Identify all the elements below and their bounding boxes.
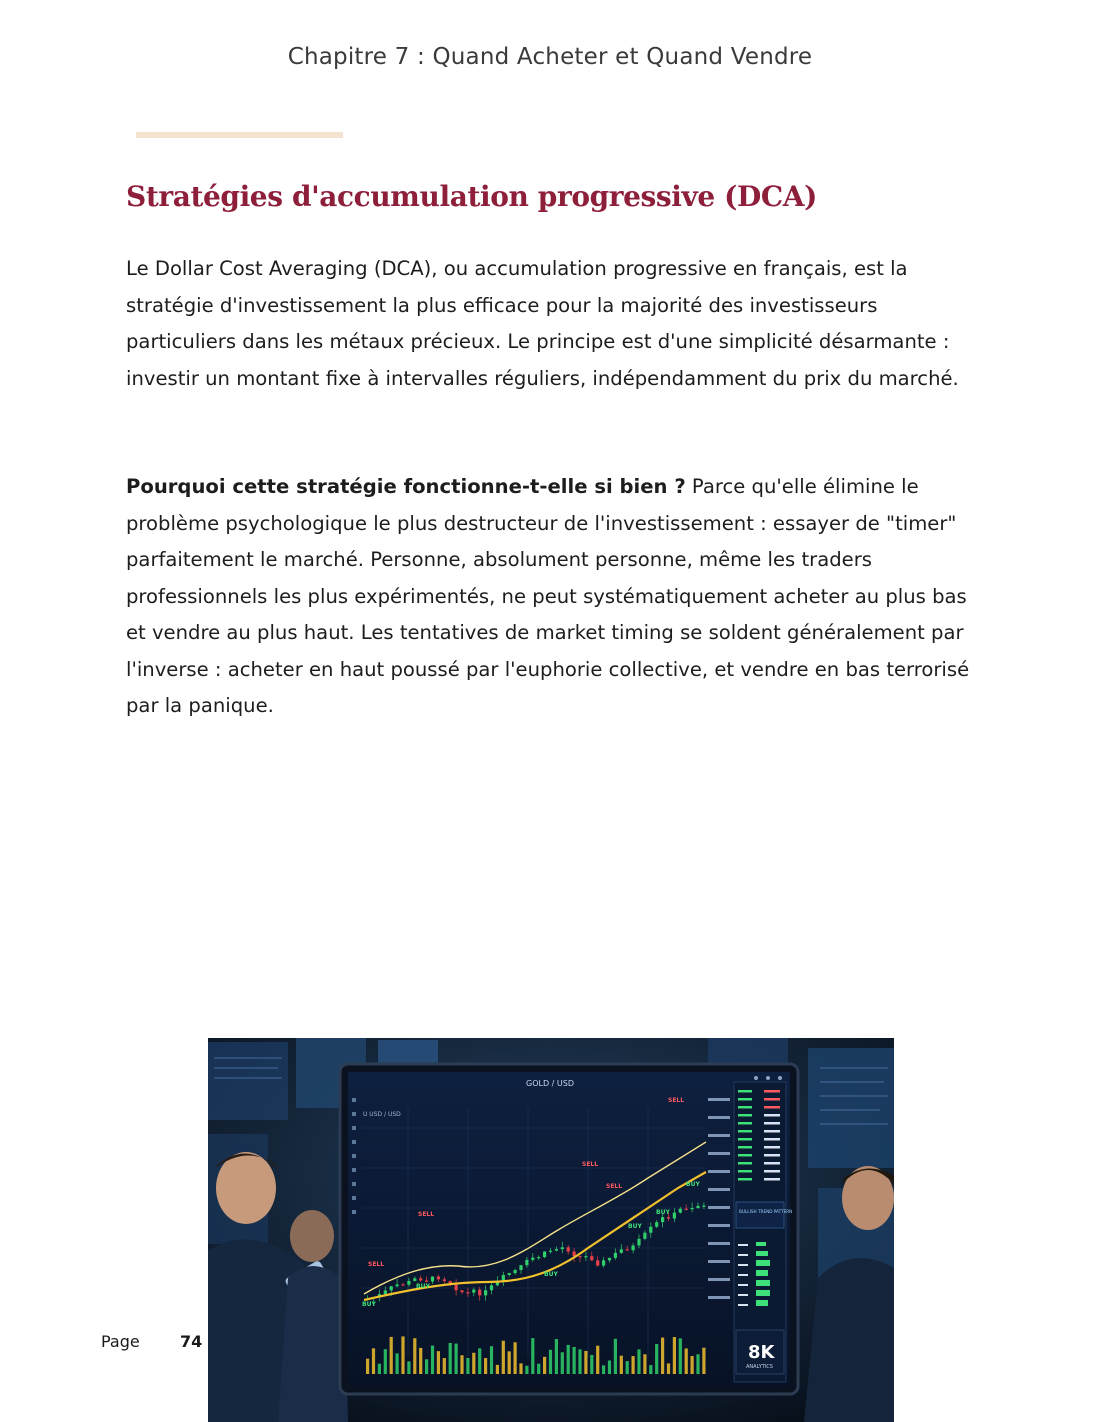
candle-body [396,1284,399,1286]
paragraph-why-lead: Pourquoi cette stratégie fonctionne-t-elle si bien ? [126,475,686,498]
signal-sell-5: SELL [668,1097,685,1104]
volume-bar [637,1349,640,1374]
candle-body [555,1249,558,1251]
candle-body [632,1245,635,1250]
candle-body [484,1290,487,1295]
volume-bar [596,1346,599,1374]
volume-bar [525,1366,528,1374]
candle-body [590,1256,593,1260]
candle-body [661,1217,664,1222]
volume-bar [696,1354,699,1374]
candle-body [502,1275,505,1281]
chapter-header: Chapitre 7 : Quand Acheter et Quand Vendre [287,44,813,70]
candle-body [567,1247,570,1251]
candle-body [626,1249,629,1250]
volume-bar [573,1347,576,1374]
volume-bar [537,1364,540,1374]
volume-bar [478,1348,481,1374]
candle-body [472,1290,475,1293]
volume-bar [602,1365,605,1374]
signal-buy-5: BUY [656,1209,670,1216]
candle-body [531,1258,534,1260]
volume-bar [685,1348,688,1374]
candle-body [696,1206,699,1208]
volume-bar [555,1339,558,1374]
volume-bar [502,1341,505,1374]
candle-body [413,1278,416,1281]
volume-bar [584,1351,587,1374]
candle-body [537,1257,540,1258]
paragraph-why-body: Parce qu'elle élimine le problème psychologique le plus destructeur de l'investissement : essayer de "timer" parfaitement le marché. Personne, absolument personne, même les traders professionnels les plus expérimentés, ne peut systématiquement acheter au plus bas et vendre au plus haut. Les tentatives de market timing se soldent généralement par l'inverse : acheter en haut poussé par l'euphorie collective, et vendre en bas terrorisé par la panique. [126,475,970,717]
candle-body [685,1209,688,1210]
candle-body [673,1213,676,1219]
volume-bar [390,1337,393,1374]
candle-body [561,1247,564,1249]
candle-body [679,1209,682,1213]
signal-buy-1: BUY [362,1301,376,1308]
candle-body [608,1258,611,1260]
volume-bar [590,1355,593,1374]
volume-bar [460,1355,463,1374]
signal-sell-2: SELL [418,1211,435,1218]
volume-bar [531,1338,534,1374]
candle-body [691,1208,694,1209]
candle-body [602,1260,605,1265]
volume-bar [667,1363,670,1374]
volume-bar [673,1337,676,1374]
volume-bar [608,1360,611,1374]
volume-bar [661,1338,664,1374]
accent-divider [136,132,343,138]
volume-bar [702,1348,705,1374]
candle-body [643,1233,646,1239]
volume-bar [419,1348,422,1374]
candle-body [390,1286,393,1290]
volume-bar [643,1354,646,1374]
volume-bar [679,1338,682,1374]
signal-buy-3: BUY [544,1271,558,1278]
volume-bar [455,1344,458,1374]
candle-body [478,1290,481,1296]
volume-bar [578,1349,581,1374]
volume-bar [431,1346,434,1374]
candle-body [437,1277,440,1280]
candle-body [431,1277,434,1282]
volume-bar [372,1348,375,1374]
candle-body [466,1292,469,1293]
section-title: Stratégies d'accumulation progressive (DCA) [126,180,817,213]
candle-body [649,1227,652,1233]
volume-bar [519,1363,522,1374]
main-monitor [340,1064,798,1394]
candle-body [508,1273,511,1275]
volume-bar [472,1353,475,1374]
volume-bar [691,1356,694,1374]
volume-bar [425,1359,428,1374]
candle-body [620,1249,623,1253]
volume-bar [449,1343,452,1374]
signal-buy-2: BUY [416,1283,430,1290]
candle-body [667,1217,670,1218]
volume-bar [407,1361,410,1374]
candle-body [425,1280,428,1281]
candle-body [637,1239,640,1246]
brand-8k: 8K [748,1342,775,1363]
signal-buy-4: BUY [628,1223,642,1230]
candle-body [443,1279,446,1281]
volume-bar [620,1356,623,1374]
volume-bar [401,1336,404,1374]
page-number: 74 [180,1332,203,1351]
candle-body [401,1284,404,1285]
candle-body [614,1253,617,1258]
volume-bar [413,1338,416,1374]
candle-body [525,1260,528,1265]
volume-bar [496,1365,499,1374]
volume-bar [543,1357,546,1374]
volume-bar [443,1358,446,1374]
candle-body [460,1290,463,1292]
candle-body [490,1285,493,1290]
ticker-label: U USD / USD [363,1111,401,1118]
paragraph-intro: Le Dollar Cost Averaging (DCA), ou accumulation progressive en français, est la stratégie d'investissement la plus efficace pour la majorité des investisseurs particuliers dans les métaux précieux. Le principe est d'une simplicité désarmante : investir un montant fixe à intervalles réguliers, indépendamment du prix du marché. [126,257,959,390]
candle-body [514,1270,517,1273]
candle-body [578,1256,581,1257]
volume-bar [514,1342,517,1374]
volume-bar [508,1351,511,1374]
candle-body [455,1285,458,1291]
volume-bar [437,1351,440,1374]
panel-label: BULLISH TREND PATTERN [739,1209,793,1214]
candle-body [519,1265,522,1270]
volume-bar [366,1359,369,1374]
volume-bar [632,1356,635,1374]
candle-body [596,1260,599,1265]
volume-bar [655,1344,658,1374]
candle-body [702,1206,705,1207]
page-label: Page [101,1332,140,1351]
signal-sell-3: SELL [582,1161,599,1168]
signal-buy-6: BUY [686,1181,700,1188]
volume-bar [466,1358,469,1374]
volume-bar [626,1361,629,1374]
signal-sell-4: SELL [606,1183,623,1190]
screen-title: GOLD / USD [526,1079,574,1088]
candle-body [584,1256,587,1257]
candle-body [384,1290,387,1294]
volume-bar [567,1345,570,1374]
volume-bar [396,1353,399,1374]
trading-screen-photo [208,1038,894,1422]
trading-scene-illustration [208,1038,894,1422]
volume-bar [561,1352,564,1374]
candle-body [573,1252,576,1257]
candle-body [419,1278,422,1280]
candle-body [407,1281,410,1285]
volume-bar [549,1350,552,1374]
candle-body [655,1222,658,1227]
candle-body [549,1251,552,1252]
volume-bar [490,1346,493,1374]
volume-bar [378,1364,381,1374]
candle-body [543,1252,546,1258]
volume-bar [649,1365,652,1374]
volume-bar [384,1349,387,1374]
signal-sell-1: SELL [368,1261,385,1268]
paragraph-why [126,469,986,725]
brand-analytics: ANALYTICS [746,1364,773,1370]
volume-bar [614,1339,617,1374]
volume-bar [484,1358,487,1374]
